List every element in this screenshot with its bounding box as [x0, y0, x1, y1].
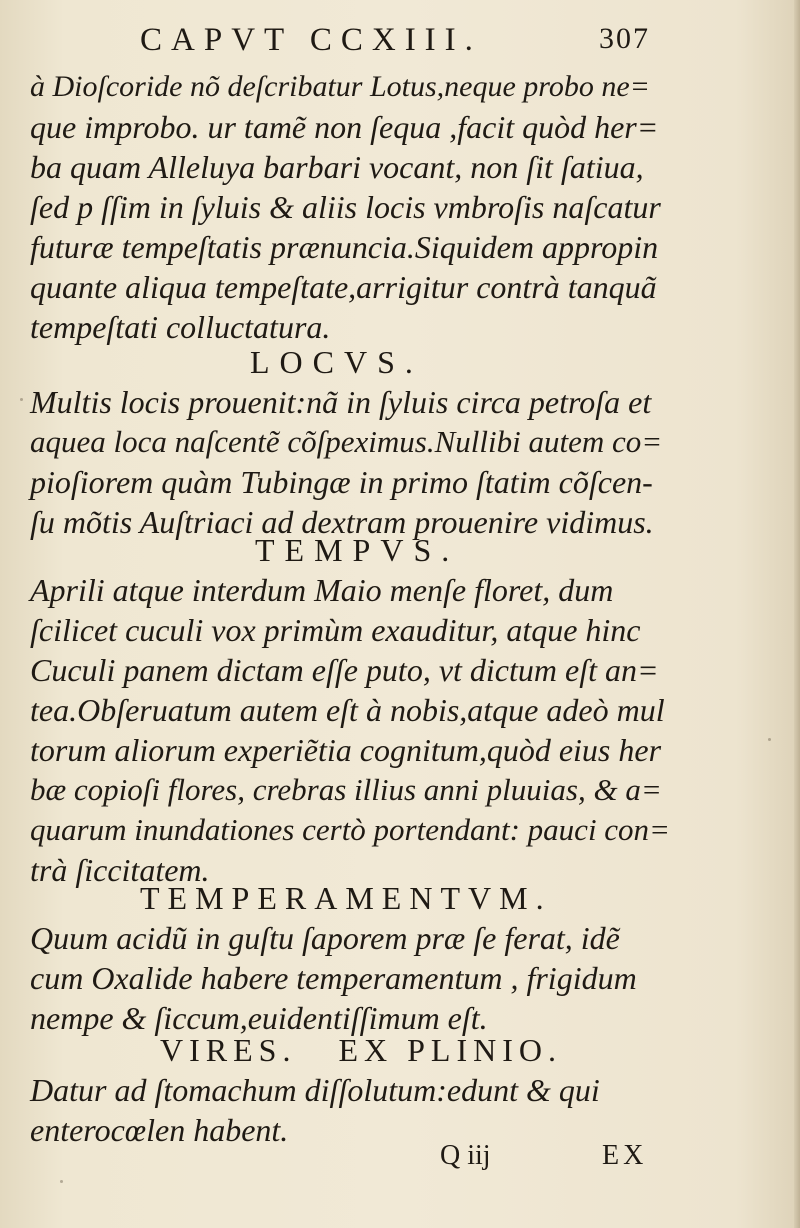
text-line: Datur ad ſtomachum diſſolutum:edunt & qui: [30, 1072, 600, 1108]
chapter-title: CAPVT CCXIII.: [140, 22, 482, 58]
running-head: [140, 22, 650, 66]
section-heading-temperamentum: TEMPERAMENTVM.: [140, 880, 552, 916]
text-line: torum aliorum experiẽtia cognitum,quòd eius her: [30, 732, 662, 768]
text-line: Quum acidũ in guſtu ſaporem præ ſe ferat, idẽ: [30, 920, 620, 956]
text-line: à Dioſcoride nõ deſcribatur Lotus,neque probo ne=: [30, 70, 650, 103]
text-line: bæ copioſi flores, crebras illius anni pluuias, & a=: [30, 772, 662, 807]
text-line: ſu mõtis Auſtriaci ad dextram prouenire vidimus.: [30, 504, 654, 540]
text-line: tempeſtati colluctatura.: [30, 309, 331, 345]
text-line: Aprili atque interdum Maio menſe floret, dum: [30, 572, 614, 608]
section-heading-tempus: TEMPVS.: [255, 532, 460, 568]
text-line: aquea loca naſcentẽ cõſpeximus.Nullibi autem co=: [30, 424, 663, 459]
text-line: quarum inundationes certò portendant: pauci con=: [30, 812, 670, 847]
page-number: 307: [599, 22, 650, 55]
text-line: nempe & ſiccum,euidentiſſimum eſt.: [30, 1000, 488, 1036]
section-heading-vires: VIRES. EX PLINIO.: [160, 1032, 562, 1068]
text-line: ſcilicet cuculi vox primùm exauditur, atque hinc: [30, 612, 641, 648]
paper-speck: [20, 398, 23, 401]
text-line: trà ſiccitatem.: [30, 852, 210, 888]
text-line: cum Oxalide habere temperamentum , frigidum: [30, 960, 637, 996]
text-line: ſed p ſſim in ſyluis & aliis locis vmbroſis naſcatur: [30, 189, 661, 225]
text-line: Multis locis prouenit:nã in ſyluis circa petroſa et: [30, 384, 652, 420]
paper-speck: [768, 738, 771, 741]
section-heading-locus: LOCVS.: [250, 344, 423, 380]
catchword: EX: [602, 1140, 648, 1171]
paper-speck: [60, 1180, 63, 1183]
text-line: futuræ tempeſtatis prænuncia.Siquidem appropin: [30, 229, 659, 265]
text-line: Cuculi panem dictam eſſe puto, vt dictum eſt an=: [30, 652, 659, 688]
text-line: que improbo. ur tamẽ non ſequa ,facit quòd her=: [30, 109, 659, 145]
text-line: ba quam Alleluya barbari vocant, non ſit ſatiua,: [30, 149, 644, 185]
signature-mark: Q iij: [440, 1140, 491, 1171]
text-line: pioſiorem quàm Tubingæ in primo ſtatim cõſcen-: [30, 464, 653, 500]
text-line: enterocœlen habent.: [30, 1112, 289, 1148]
text-line: tea.Obſeruatum autem eſt à nobis,atque adeò mul: [30, 692, 665, 728]
page-edge: [794, 0, 800, 1228]
text-line: quante aliqua tempeſtate,arrigitur contrà tanquã: [30, 269, 657, 305]
